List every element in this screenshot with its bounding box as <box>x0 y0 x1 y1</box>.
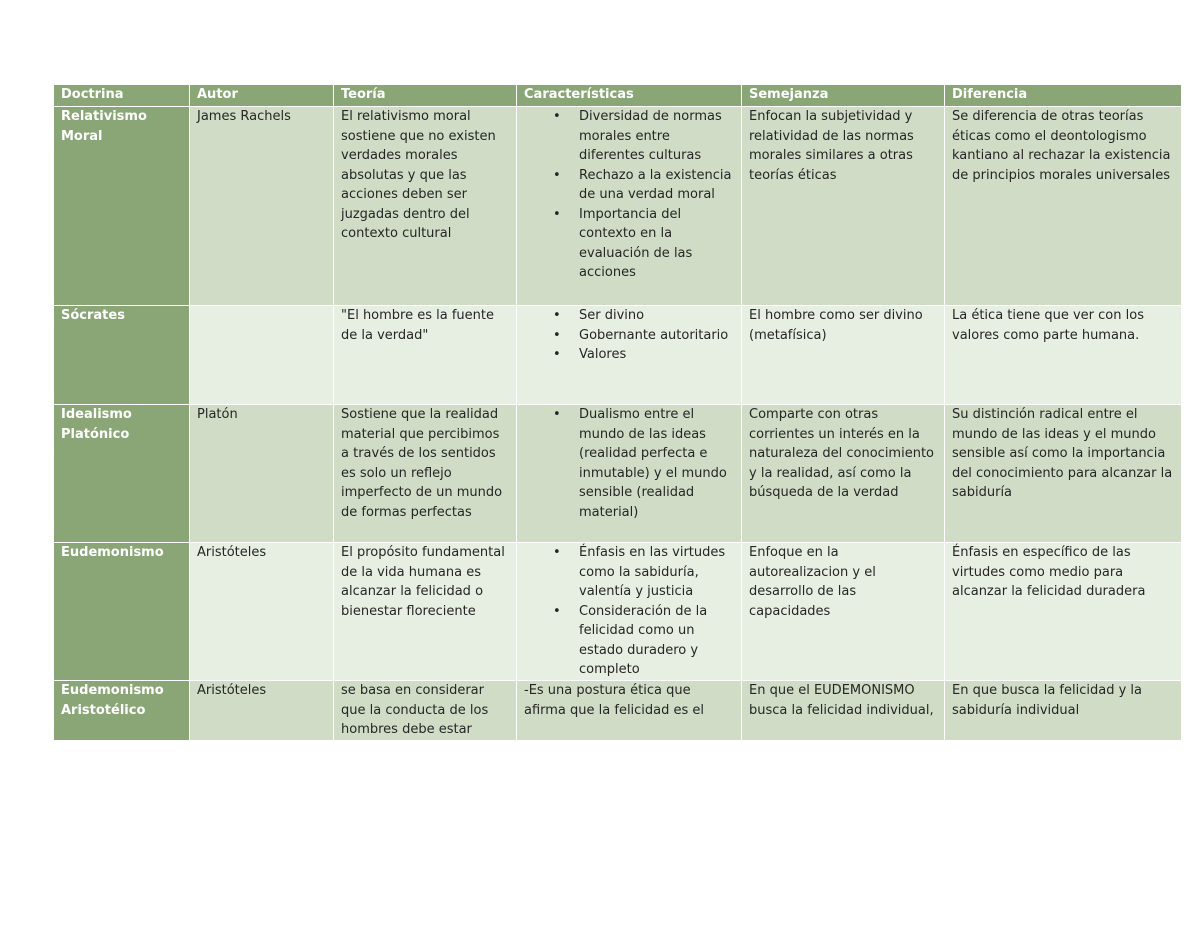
header-teoria: Teoría <box>334 85 517 107</box>
caracteristicas-list <box>524 543 734 680</box>
teoria-cell: Sostiene que la realidad material que percibimos a través de los sentidos es solo un reflejo imperfecto de un mundo de formas perfectas <box>334 405 517 543</box>
doctrina-cell: Relativismo Moral <box>54 107 190 306</box>
caracteristicas-cell <box>517 306 742 405</box>
teoria-cell: se basa en considerar que la conducta de los hombres debe estar <box>334 681 517 741</box>
semejanza-cell: El hombre como ser divino (metafísica) <box>742 306 945 405</box>
doctrines-table <box>53 84 1182 741</box>
diferencia-cell: La ética tiene que ver con los valores como parte humana. <box>945 306 1182 405</box>
teoria-cell: "El hombre es la fuente de la verdad" <box>334 306 517 405</box>
list-item: • Importancia del contexto en la evaluación de las acciones <box>579 205 734 283</box>
autor-cell: Aristóteles <box>190 681 334 741</box>
list-item: • Ser divino <box>579 306 734 326</box>
semejanza-cell: Comparte con otras corrientes un interés en la naturaleza del conocimiento y la realidad, así como la búsqueda de la verdad <box>742 405 945 543</box>
doctrina-cell: Idealismo Platónico <box>54 405 190 543</box>
caracteristicas-list <box>524 107 734 283</box>
teoria-cell: El propósito fundamental de la vida humana es alcanzar la felicidad o bienestar floreciente <box>334 543 517 681</box>
doctrina-cell: Eudemonismo <box>54 543 190 681</box>
caracteristicas-cell: -Es una postura ética que afirma que la felicidad es el <box>517 681 742 741</box>
header-caracteristicas: Características <box>517 85 742 107</box>
header-semejanza: Semejanza <box>742 85 945 107</box>
table-row <box>54 405 1182 543</box>
autor-cell: James Rachels <box>190 107 334 306</box>
caracteristicas-cell <box>517 543 742 681</box>
caracteristicas-list <box>524 306 734 365</box>
diferencia-cell: Se diferencia de otras teorías éticas como el deontologismo kantiano al rechazar la existencia de principios morales universales <box>945 107 1182 306</box>
table-row <box>54 681 1182 741</box>
autor-cell: Aristóteles <box>190 543 334 681</box>
semejanza-cell: Enfocan la subjetividad y relatividad de las normas morales similares a otras teorías éticas <box>742 107 945 306</box>
diferencia-cell: Énfasis en específico de las virtudes como medio para alcanzar la felicidad duradera <box>945 543 1182 681</box>
semejanza-cell: En que el EUDEMONISMO busca la felicidad individual, <box>742 681 945 741</box>
teoria-cell: El relativismo moral sostiene que no existen verdades morales absolutas y que las acciones deben ser juzgadas dentro del contexto cultural <box>334 107 517 306</box>
list-item: • Dualismo entre el mundo de las ideas (realidad perfecta e inmutable) y el mundo sensible (realidad material) <box>579 405 734 522</box>
autor-cell: Platón <box>190 405 334 543</box>
table-row <box>54 306 1182 405</box>
list-item: • Diversidad de normas morales entre diferentes culturas <box>579 107 734 166</box>
list-item: • Énfasis en las virtudes como la sabiduría, valentía y justicia <box>579 543 734 602</box>
header-autor: Autor <box>190 85 334 107</box>
caracteristicas-list <box>524 405 734 522</box>
list-item: • Gobernante autoritario <box>579 326 734 346</box>
doctrina-cell: Eudemonismo Aristotélico <box>54 681 190 741</box>
autor-cell <box>190 306 334 405</box>
header-diferencia: Diferencia <box>945 85 1182 107</box>
header-doctrina: Doctrina <box>54 85 190 107</box>
list-item: • Consideración de la felicidad como un estado duradero y completo <box>579 602 734 680</box>
list-item: • Rechazo a la existencia de una verdad moral <box>579 166 734 205</box>
caracteristicas-cell <box>517 107 742 306</box>
table-row <box>54 107 1182 306</box>
table-row <box>54 543 1182 681</box>
diferencia-cell: En que busca la felicidad y la sabiduría individual <box>945 681 1182 741</box>
caracteristicas-cell <box>517 405 742 543</box>
list-item: • Valores <box>579 345 734 365</box>
diferencia-cell: Su distinción radical entre el mundo de las ideas y el mundo sensible así como la importancia del conocimiento para alcanzar la sabiduría <box>945 405 1182 543</box>
semejanza-cell: Enfoque en la autorealizacion y el desarrollo de las capacidades <box>742 543 945 681</box>
doctrina-cell: Sócrates <box>54 306 190 405</box>
header-row <box>54 85 1182 107</box>
